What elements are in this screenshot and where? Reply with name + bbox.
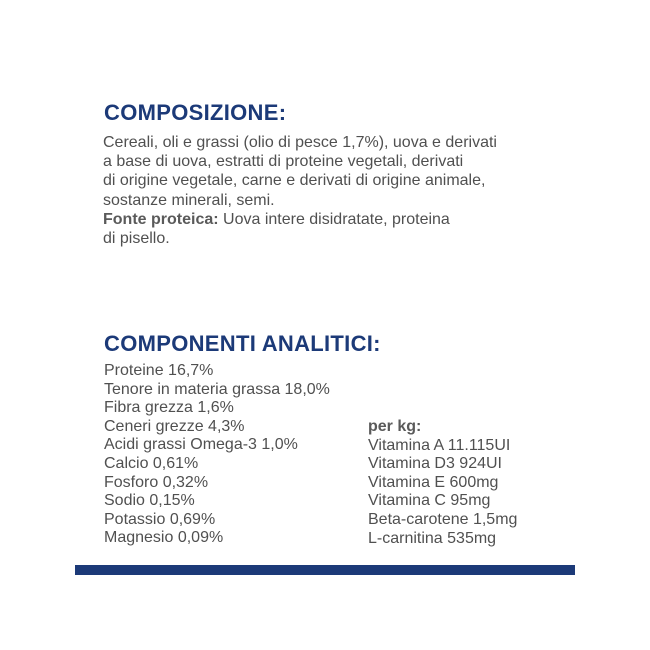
- list-item: Magnesio 0,09%: [104, 529, 224, 547]
- fonte-proteica-text: Uova intere disidratate, proteina: [223, 210, 450, 228]
- bottom-divider-bar: [75, 565, 575, 575]
- list-item: Beta-carotene 1,5mg: [368, 510, 518, 528]
- fonte-proteica-line: [103, 210, 583, 229]
- componenti-heading: COMPONENTI ANALITICI:: [104, 331, 381, 356]
- list-item: Vitamina E 600mg: [368, 473, 499, 491]
- list-item: Calcio 0,61%: [104, 454, 199, 472]
- list-item: Proteine 16,7%: [104, 362, 214, 379]
- list-item: Sodio 0,15%: [104, 492, 195, 510]
- fonte-proteica-line-2: di pisello.: [103, 230, 170, 248]
- fonte-proteica-label: Fonte proteica:: [103, 210, 219, 228]
- composizione-heading: COMPOSIZIONE:: [104, 100, 287, 125]
- composizione-line: Cereali, oli e grassi (olio di pesce 1,7%), uova e derivati: [103, 134, 497, 151]
- analytic-components-list: [104, 362, 330, 548]
- list-item: Vitamina D3 924UI: [368, 455, 502, 473]
- list-item: Vitamina C 95mg: [368, 492, 491, 510]
- list-item: Tenore in materia grassa 18,0%: [104, 380, 330, 398]
- composizione-paragraph: [103, 133, 583, 248]
- composizione-line: di origine vegetale, carne e derivati di origine animale,: [103, 172, 486, 190]
- per-kg-label: per kg:: [368, 418, 422, 435]
- list-item: Fibra grezza 1,6%: [104, 399, 234, 417]
- list-item: L-carnitina 535mg: [368, 529, 497, 547]
- per-kg-block: [368, 418, 517, 548]
- vitamin-list: [368, 437, 517, 549]
- list-item: Ceneri grezze 4,3%: [104, 417, 245, 435]
- composizione-line: sostanze minerali, semi.: [103, 191, 275, 209]
- list-item: Potassio 0,69%: [104, 510, 216, 528]
- list-item: Acidi grassi Omega-3 1,0%: [104, 436, 298, 454]
- composizione-line: a base di uova, estratti di proteine vegetali, derivati: [103, 153, 464, 171]
- list-item: Vitamina A 11.115UI: [368, 436, 511, 454]
- list-item: Fosforo 0,32%: [104, 473, 209, 491]
